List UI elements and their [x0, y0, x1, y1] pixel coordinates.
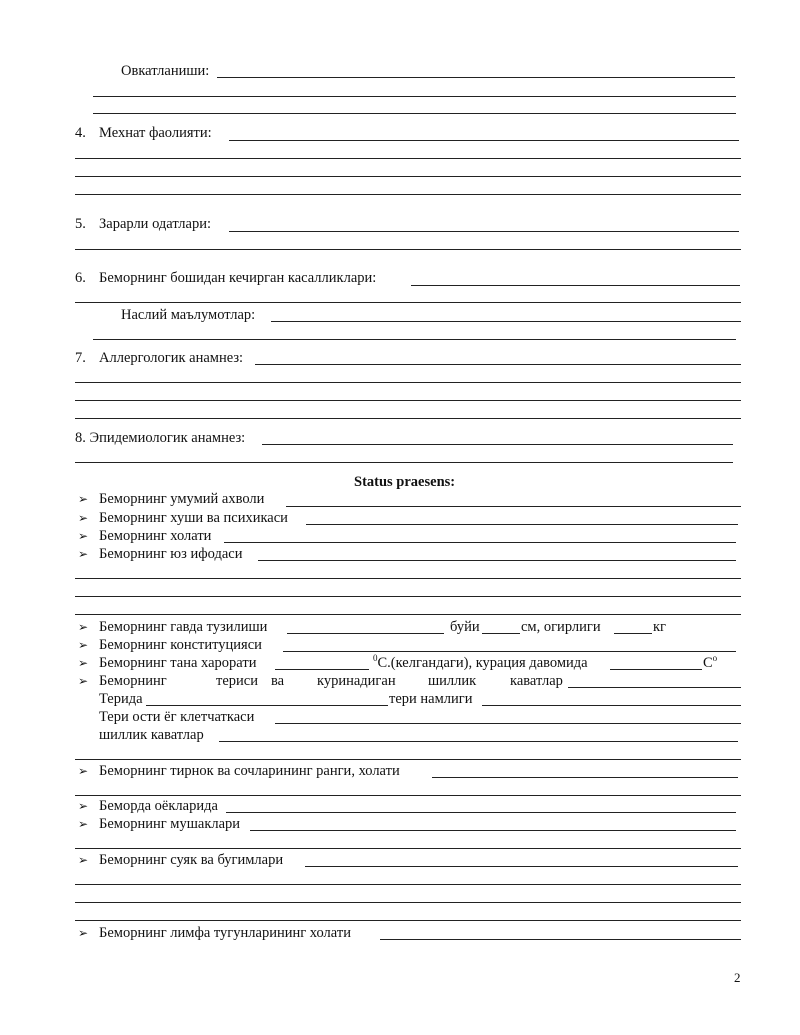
fill-line[interactable] [568, 687, 741, 688]
fill-line[interactable] [75, 795, 741, 796]
past-diseases-label: Беморнинг бошидан кечирган касалликлари: [99, 270, 377, 286]
fill-line[interactable] [286, 506, 741, 507]
fill-line[interactable] [219, 741, 738, 742]
fill-line[interactable] [75, 848, 741, 849]
general-condition-label: Беморнинг умумий ахволи [99, 491, 265, 507]
temperature-mid: $^0$С.(келгандаги), курация давомида [373, 653, 588, 671]
skin-word: Беморнинг [99, 673, 167, 689]
fill-line[interactable] [262, 444, 733, 445]
fill-line[interactable] [75, 418, 741, 419]
skin-moisture-input[interactable] [482, 705, 741, 706]
temperature-unit: $С^о$ [703, 653, 718, 671]
temperature-curation-input[interactable] [610, 669, 702, 670]
fill-line[interactable] [226, 812, 736, 813]
body-build-label: Беморнинг гавда тузилиши [99, 619, 268, 635]
fill-line[interactable] [75, 902, 741, 903]
fill-line[interactable] [75, 400, 741, 401]
fill-line[interactable] [287, 633, 444, 634]
fill-line[interactable] [75, 176, 741, 177]
skin-color-label: Терида [99, 691, 143, 707]
position-label: Беморнинг холати [99, 528, 212, 544]
skin-word: ва [271, 673, 285, 689]
fill-line[interactable] [75, 462, 733, 463]
bullet-arrow-icon: ➢ [78, 511, 89, 525]
section-number: 4. [75, 125, 86, 141]
fill-line[interactable] [75, 884, 741, 885]
fill-line[interactable] [306, 524, 738, 525]
bullet-arrow-icon: ➢ [78, 529, 89, 543]
skin-moisture-label: тери намлиги [389, 691, 473, 707]
page-number: 2 [734, 970, 741, 985]
fill-line[interactable] [75, 614, 741, 615]
bullet-arrow-icon: ➢ [78, 764, 89, 778]
fill-line[interactable] [93, 113, 736, 114]
nutrition-label: Овкатланиши: [121, 63, 210, 79]
section-number: 7. [75, 350, 86, 366]
skin-word: каватлар [510, 673, 563, 689]
constitution-label: Беморнинг конституцияси [99, 637, 262, 653]
height-input[interactable] [482, 633, 520, 634]
height-unit: см, огирлиги [521, 619, 601, 635]
fill-line[interactable] [93, 339, 736, 340]
allergy-label: Аллергологик анамнез: [99, 350, 244, 366]
height-label: буйи [450, 619, 480, 635]
consciousness-label: Беморнинг хуши ва психикаси [99, 510, 288, 526]
fill-line[interactable] [275, 723, 741, 724]
fill-line[interactable] [75, 382, 741, 383]
bullet-arrow-icon: ➢ [78, 638, 89, 652]
fill-line[interactable] [250, 830, 736, 831]
edema-label: Беморда оёкларида [99, 798, 218, 814]
bones-joints-label: Беморнинг суяк ва бугимлари [99, 852, 284, 868]
epidemiology-label: 8. Эпидемиологик анамнез: [75, 430, 246, 446]
fill-line[interactable] [432, 777, 738, 778]
fill-line[interactable] [75, 759, 741, 760]
fill-line[interactable] [255, 364, 741, 365]
fill-line[interactable] [411, 285, 740, 286]
fill-line[interactable] [224, 542, 736, 543]
fill-line[interactable] [229, 140, 739, 141]
section-number: 5. [75, 216, 86, 232]
bullet-arrow-icon: ➢ [78, 620, 89, 634]
skin-word: куринадиган [317, 673, 396, 689]
fill-line[interactable] [75, 194, 741, 195]
fill-line[interactable] [271, 321, 741, 322]
bullet-arrow-icon: ➢ [78, 492, 89, 506]
temperature-admission-input[interactable] [275, 669, 369, 670]
fill-line[interactable] [229, 231, 739, 232]
subcutaneous-label: Тери ости ёг клетчаткаси [99, 709, 255, 725]
section-number: 6. [75, 270, 86, 286]
weight-input[interactable] [614, 633, 652, 634]
fill-line[interactable] [75, 578, 741, 579]
bullet-arrow-icon: ➢ [78, 656, 89, 670]
fill-line[interactable] [305, 866, 738, 867]
fill-line[interactable] [93, 96, 736, 97]
bullet-arrow-icon: ➢ [78, 799, 89, 813]
nails-hair-label: Беморнинг тирнок ва сочларининг ранги, холати [99, 763, 400, 779]
mucosa-label: шиллик каватлар [99, 727, 204, 743]
bullet-arrow-icon: ➢ [78, 926, 89, 940]
bullet-arrow-icon: ➢ [78, 674, 89, 688]
fill-line[interactable] [75, 302, 741, 303]
fill-line[interactable] [75, 158, 741, 159]
fill-line[interactable] [75, 249, 741, 250]
work-activity-label: Мехнат фаолияти: [99, 125, 212, 141]
muscles-label: Беморнинг мушаклари [99, 816, 241, 832]
face-expression-label: Беморнинг юз ифодаси [99, 546, 243, 562]
skin-word: териси [216, 673, 258, 689]
fill-line[interactable] [75, 596, 741, 597]
fill-line[interactable] [258, 560, 736, 561]
status-title: Status praesens: [354, 474, 456, 490]
fill-line[interactable] [283, 651, 736, 652]
weight-unit: кг [653, 619, 666, 635]
skin-color-input[interactable] [146, 705, 388, 706]
bullet-arrow-icon: ➢ [78, 853, 89, 867]
lymph-nodes-label: Беморнинг лимфа тугунларининг холати [99, 925, 351, 941]
temperature-label: Беморнинг тана харорати [99, 655, 257, 671]
bullet-arrow-icon: ➢ [78, 817, 89, 831]
skin-word: шиллик [428, 673, 477, 689]
fill-line[interactable] [217, 77, 735, 78]
fill-line[interactable] [380, 939, 741, 940]
fill-line[interactable] [75, 920, 741, 921]
harmful-habits-label: Зарарли одатлари: [99, 216, 212, 232]
heredity-label: Наслий маълумотлар: [121, 307, 256, 323]
bullet-arrow-icon: ➢ [78, 547, 89, 561]
